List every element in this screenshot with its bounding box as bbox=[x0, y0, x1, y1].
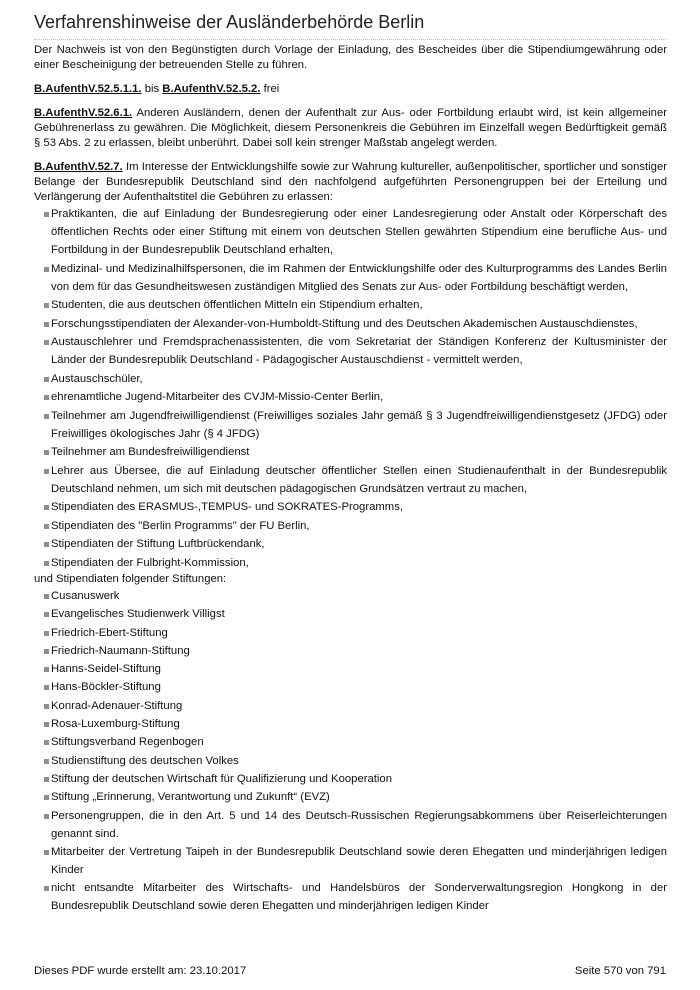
square-bullet-icon bbox=[44, 594, 49, 599]
square-bullet-icon bbox=[44, 267, 49, 272]
list-item bbox=[34, 554, 667, 572]
list-item-text: Teilnehmer am Bundesfreiwilligendienst bbox=[51, 446, 250, 458]
list-item bbox=[34, 370, 667, 388]
list-item-text: Stiftung „Erinnerung, Verantwortung und Zukunft“ (EVZ) bbox=[51, 791, 330, 804]
square-bullet-icon bbox=[44, 850, 49, 855]
list-item bbox=[34, 205, 667, 259]
list-item bbox=[34, 535, 667, 553]
list-item-text: Praktikanten, die auf Einladung der Bundesregierung oder einer Landesregierung oder Anstalt oder Körperschaft des öffentlichen Rechts oder einer Stiftung mit einem von deutschen Stellen gewährten Stipendium eine berufliche Aus- und Fortbildung in der Bundesrepublik Deutschland erhalten, bbox=[51, 208, 667, 256]
footer-page-number: Seite 570 von 791 bbox=[574, 965, 666, 977]
square-bullet-icon bbox=[44, 886, 49, 891]
section-52-6-1-paragraph bbox=[34, 106, 667, 151]
square-bullet-icon bbox=[44, 561, 49, 566]
list-item bbox=[34, 843, 667, 879]
list-item bbox=[34, 788, 667, 806]
square-bullet-icon bbox=[44, 395, 49, 400]
square-bullet-icon bbox=[44, 303, 49, 308]
foundations-list bbox=[34, 587, 667, 806]
document-body bbox=[34, 43, 667, 916]
list-item bbox=[34, 715, 667, 733]
square-bullet-icon bbox=[44, 505, 49, 510]
list-item bbox=[34, 642, 667, 660]
intro-paragraph: Der Nachweis ist von den Begünstigten durch Vorlage der Einladung, des Bescheides über die Stipendiumgewährung oder einer Bescheinigung der betreuenden Stelle zu führen. bbox=[34, 44, 667, 71]
square-bullet-icon bbox=[44, 340, 49, 345]
square-bullet-icon bbox=[44, 795, 49, 800]
square-bullet-icon bbox=[44, 542, 49, 547]
square-bullet-icon bbox=[44, 631, 49, 636]
list-item-text: Stipendiaten der Fulbright-Kommission, bbox=[51, 556, 249, 569]
list-item bbox=[34, 333, 667, 369]
foundations-intro: und Stipendiaten folgender Stiftungen: bbox=[34, 573, 227, 585]
section-ref-52-6-1: B.AufenthV.52.6.1. bbox=[34, 107, 133, 119]
square-bullet-icon bbox=[44, 704, 49, 709]
square-bullet-icon bbox=[44, 524, 49, 529]
list-item bbox=[34, 733, 667, 751]
section-52-5-text: frei bbox=[260, 83, 280, 95]
list-item-text: Rosa-Luxemburg-Stiftung bbox=[51, 718, 180, 731]
list-item bbox=[34, 517, 667, 535]
list-item bbox=[34, 605, 667, 623]
list-item bbox=[34, 388, 667, 406]
list-item-text: Stipendiaten der Stiftung Luftbrückendank, bbox=[51, 538, 265, 550]
further-groups-list bbox=[34, 807, 667, 916]
exempt-groups-list bbox=[34, 205, 667, 572]
list-item-text: Studenten, die aus deutschen öffentlichen Mitteln ein Stipendium erhalten, bbox=[51, 299, 423, 311]
list-item bbox=[34, 752, 667, 770]
list-item-text: Austauschschüler, bbox=[51, 372, 143, 385]
section-52-7-text: Im Interesse der Entwicklungshilfe sowie zur Wahrung kultureller, außenpolitischer, sportlicher und sonstiger Belange der Bundesrepublik Deutschland sind den nachfolgend aufgeführten Personengruppen bei der Erteilung und Verlängerung der Aufenthaltstitel die Gebühren zu erlassen: bbox=[34, 161, 667, 203]
square-bullet-icon bbox=[44, 777, 49, 782]
list-item-text: Friedrich-Naumann-Stiftung bbox=[51, 644, 190, 657]
list-item-text: Austauschlehrer und Fremdsprachenassistenten, die vom Sekretariat der Ständigen Konferenz der Kultusminister der Länder der Bundesrepublik Deutschland - Pädagogischer Austauschdienst - vermittelt werden, bbox=[51, 336, 667, 366]
list-item bbox=[34, 879, 667, 915]
section-ref-52-7: B.AufenthV.52.7. bbox=[34, 161, 123, 173]
list-item-text: Stiftungsverband Regenbogen bbox=[51, 736, 204, 749]
list-item bbox=[34, 770, 667, 788]
list-item bbox=[34, 498, 667, 516]
list-item bbox=[34, 462, 667, 498]
square-bullet-icon bbox=[44, 685, 49, 690]
square-bullet-icon bbox=[44, 414, 49, 419]
list-item bbox=[34, 807, 667, 843]
list-item-text: Friedrich-Ebert-Stiftung bbox=[51, 626, 168, 639]
list-item-text: Cusanuswerk bbox=[51, 590, 120, 602]
square-bullet-icon bbox=[44, 469, 49, 474]
list-item bbox=[34, 443, 667, 461]
square-bullet-icon bbox=[44, 667, 49, 672]
square-bullet-icon bbox=[44, 649, 49, 654]
list-item-text: Stipendiaten des ERASMUS-,TEMPUS- und SOKRATES-Programms, bbox=[51, 501, 403, 513]
list-item-text: Mitarbeiter der Vertretung Taipeh in der Bundesrepublik Deutschland sowie deren Ehegatten und minderjährigen ledigen Kinder bbox=[51, 845, 667, 876]
square-bullet-icon bbox=[44, 377, 49, 382]
square-bullet-icon bbox=[44, 722, 49, 727]
list-item bbox=[34, 260, 667, 296]
square-bullet-icon bbox=[44, 212, 49, 217]
section-52-6-1-text: Anderen Ausländern, denen der Aufenthalt zur Aus- oder Fortbildung erlaubt wird, ist kein allgemeiner Gebührenerlass zu gewähren. Die Möglichkeit, diesem Personenkreis die Gebühren im Einzelfall wegen Bedürftigkeit gemäß § 53 Abs. 2 zu erlassen, bleibt unberührt. Dabei soll kein strenger Maßstab angelegt werden. bbox=[34, 107, 667, 149]
list-item bbox=[34, 407, 667, 443]
list-item-text: Konrad-Adenauer-Stiftung bbox=[51, 699, 183, 712]
list-item bbox=[34, 296, 667, 314]
list-item-text: ehrenamtliche Jugend-Mitarbeiter des CVJM-Missio-Center Berlin, bbox=[51, 391, 384, 403]
section-52-7-paragraph bbox=[34, 160, 667, 205]
square-bullet-icon bbox=[44, 814, 49, 819]
square-bullet-icon bbox=[44, 450, 49, 455]
list-item bbox=[34, 587, 667, 605]
list-item-text: Hans-Böckler-Stiftung bbox=[51, 681, 161, 694]
square-bullet-icon bbox=[44, 740, 49, 745]
section-52-5-between: bis bbox=[141, 83, 163, 95]
square-bullet-icon bbox=[44, 612, 49, 617]
list-item-text: Lehrer aus Übersee, die auf Einladung deutscher öffentlicher Stellen einen Studienaufenthalt in der Bundesrepublik Deutschland nehmen, um sich mit deutschen pädagogischen Grundsätzen vertraut zu machen, bbox=[51, 464, 667, 495]
list-item bbox=[34, 697, 667, 715]
list-item-text: Personengruppen, die in den Art. 5 und 14 des Deutsch-Russischen Regierungsabkommens über Reiserleichterungen genannt sind. bbox=[51, 809, 667, 840]
list-item bbox=[34, 678, 667, 696]
list-item-text: Stipendiaten des "Berlin Programms" der FU Berlin, bbox=[51, 519, 310, 532]
list-item-text: Teilnehmer am Jugendfreiwilligendienst (Freiwilliges soziales Jahr gemäß § 3 Jugendfreiwilligendienstgesetz (JFDG) oder Freiwilliges ökologisches Jahr (§ 4 JFDG) bbox=[51, 409, 667, 440]
list-item-text: Medizinal- und Medizinalhilfspersonen, die im Rahmen der Entwicklungshilfe oder des Kulturprogramms des Landes Berlin von dem für das Gesundheitswesen zuständigen Mitglied des Senats zur Aus- oder Fortbildung beschäftigt werden, bbox=[51, 262, 667, 293]
section-52-5-paragraph bbox=[34, 82, 667, 97]
list-item bbox=[34, 315, 667, 333]
square-bullet-icon bbox=[44, 759, 49, 764]
list-item bbox=[34, 624, 667, 642]
square-bullet-icon bbox=[44, 322, 49, 327]
list-item bbox=[34, 660, 667, 678]
footer-created-date: Dieses PDF wurde erstellt am: 23.10.2017 bbox=[34, 965, 247, 977]
list-item-text: Hanns-Seidel-Stiftung bbox=[51, 663, 161, 676]
list-item-text: Forschungsstipendiaten der Alexander-von-Humboldt-Stiftung und des Deutschen Akademischen Austauschdienstes, bbox=[51, 317, 638, 330]
list-item-text: Studienstiftung des deutschen Volkes bbox=[51, 754, 239, 767]
section-ref-52-5-2: B.AufenthV.52.5.2. bbox=[162, 83, 261, 95]
list-item-text: Stiftung der deutschen Wirtschaft für Qualifizierung und Kooperation bbox=[51, 772, 392, 785]
section-ref-52-5-1-1: B.AufenthV.52.5.1.1. bbox=[34, 83, 142, 95]
list-item-text: nicht entsandte Mitarbeiter des Wirtschafts- und Handelsbüros der Sonderverwaltungsregion Hongkong in der Bundesrepublik Deutschland sowie deren Ehegatten und minderjährigen ledigen Kinder bbox=[51, 882, 667, 913]
list-item-text: Evangelisches Studienwerk Villigst bbox=[51, 608, 225, 621]
page-title: Verfahrenshinweise der Ausländerbehörde Berlin bbox=[34, 12, 666, 40]
